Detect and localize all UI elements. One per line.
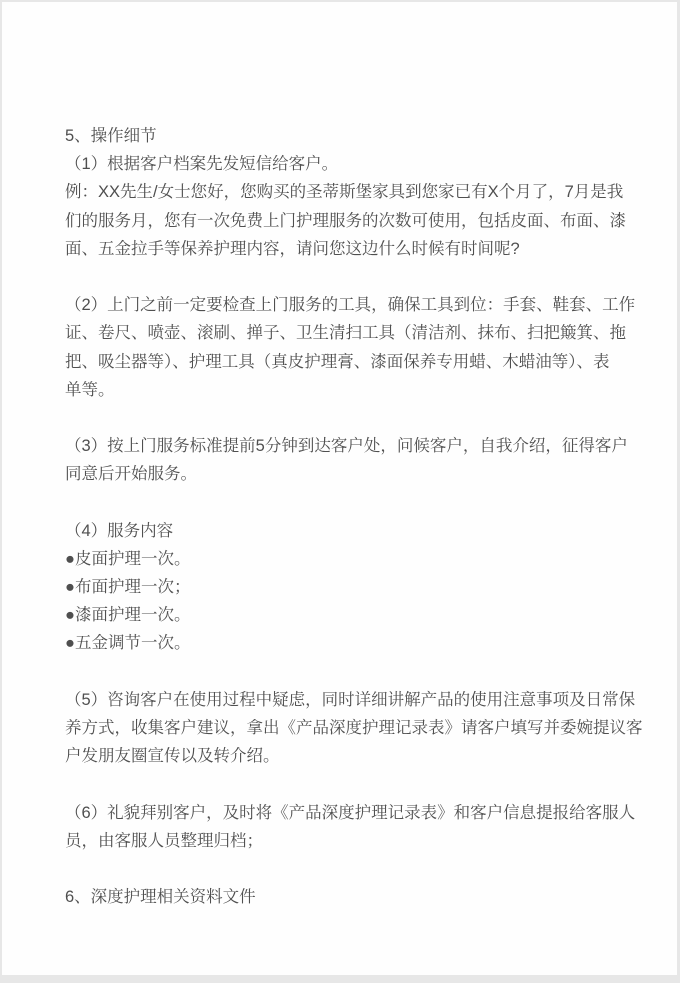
text-line: 面、五金拉手等保养护理内容，请问您这边什么时候有时间呢? bbox=[65, 239, 520, 258]
document-content bbox=[65, 122, 643, 911]
paragraph-item-4 bbox=[65, 517, 637, 658]
bullet-line: ●漆面护理一次。 bbox=[65, 606, 191, 625]
section-heading: 5、操作细节 bbox=[65, 127, 157, 145]
section-heading: 6、深度护理相关资料文件 bbox=[65, 888, 256, 907]
text-line: 同意后开始服务。 bbox=[65, 465, 197, 484]
text-line: （4）服务内容 bbox=[65, 521, 174, 540]
document-page bbox=[2, 2, 677, 975]
text-line: （1）根据客户档案先发短信给客户。 bbox=[65, 155, 339, 174]
text-line: 单等。 bbox=[65, 380, 115, 399]
text-line: 证、卷尺、喷壶、滚刷、掸子、卫生清扫工具（清洁剂、抹布、扫把簸箕、拖 bbox=[65, 324, 626, 343]
bullet-line: ●布面护理一次； bbox=[65, 578, 191, 596]
text-line: 们的服务月，您有一次免费上门护理服务的次数可使用，包括皮面、布面、漆 bbox=[65, 211, 626, 230]
text-line: （6）礼貌拜别客户，及时将《产品深度护理记录表》和客户信息提报给客服人 bbox=[65, 803, 636, 822]
text-line: （3）按上门服务标准提前5分钟到达客户处，问候客户，自我介绍，征得客户 bbox=[65, 437, 628, 456]
bullet-line: ●五金调节一次。 bbox=[65, 634, 191, 653]
paragraph-item-3 bbox=[65, 432, 637, 488]
text-line: （2）上门之前一定要检查上门服务的工具，确保工具到位：手套、鞋套、工作 bbox=[65, 296, 636, 315]
paragraph-item-5 bbox=[65, 686, 643, 771]
paragraph-section-5 bbox=[65, 122, 637, 263]
text-line: 把、吸尘器等）、护理工具（真皮护理膏、漆面保养专用蜡、木蜡油等）、表 bbox=[65, 352, 610, 371]
text-line: 户发朋友圈宣传以及转介绍。 bbox=[65, 747, 280, 766]
paragraph-item-6 bbox=[65, 799, 637, 855]
paragraph-section-6 bbox=[65, 883, 637, 911]
text-line: （5）咨询客户在使用过程中疑虑，同时详细讲解产品的使用注意事项及日常保 bbox=[65, 690, 636, 709]
text-line: 养方式，收集客户建议，拿出《产品深度护理记录表》请客户填写并委婉提议客 bbox=[65, 718, 643, 737]
text-line: 员，由客服人员整理归档； bbox=[65, 831, 263, 850]
paragraph-item-2 bbox=[65, 291, 637, 404]
text-line: 例：XX先生/女士您好，您购买的圣蒂斯堡家具到您家已有X个月了，7月是我 bbox=[65, 183, 624, 202]
bullet-line: ●皮面护理一次。 bbox=[65, 549, 191, 568]
